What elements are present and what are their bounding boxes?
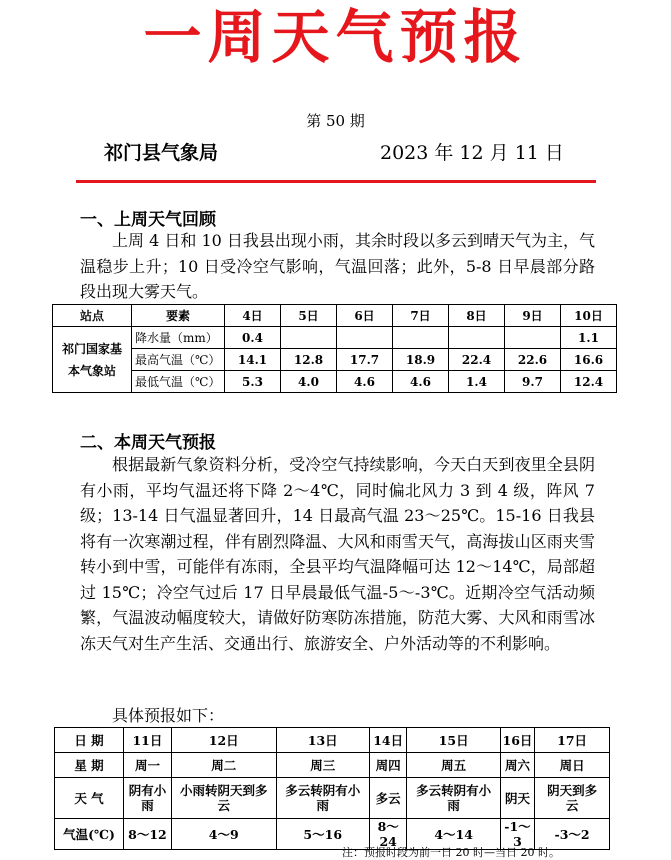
- temp-cell: -3～2: [535, 819, 610, 850]
- table-row: [53, 349, 617, 371]
- date-cell: 16日: [500, 728, 534, 753]
- section1-heading: 一、上周天气回顾: [80, 210, 216, 230]
- row-label: 星 期: [55, 753, 124, 778]
- forecast-intro: 具体预报如下：: [112, 706, 225, 725]
- temp-cell: -1～3: [500, 819, 534, 850]
- day-header: 8日: [449, 305, 505, 327]
- row-label: 日 期: [55, 728, 124, 753]
- table-cell: [505, 327, 561, 349]
- day-header: 9日: [505, 305, 561, 327]
- weekday-cell: 周二: [171, 753, 276, 778]
- table-cell: 0.4: [225, 327, 281, 349]
- table-row: [53, 371, 617, 393]
- table-cell: [449, 327, 505, 349]
- weekday-cell: 周一: [124, 753, 172, 778]
- table-cell: 1.1: [561, 327, 617, 349]
- header-element: 要素: [132, 305, 225, 327]
- weather-cell: 阴天: [500, 778, 534, 819]
- temp-cell: 4～9: [171, 819, 276, 850]
- date-cell: 17日: [535, 728, 610, 753]
- weekday-cell: 周六: [500, 753, 534, 778]
- temp-cell: 8～24: [369, 819, 407, 850]
- table-cell: 4.6: [337, 371, 393, 393]
- last-week-table: [52, 304, 617, 393]
- table-row: [55, 778, 610, 819]
- temp-cell: 5～16: [276, 819, 369, 850]
- table-cell: 12.4: [561, 371, 617, 393]
- row-label: 气温(℃): [55, 819, 124, 850]
- date-cell: 14日: [369, 728, 407, 753]
- report-date: 2023 年 12 月 11 日: [380, 142, 564, 164]
- station-name: 祁门国家基本气象站: [53, 327, 132, 393]
- table-cell: 17.7: [337, 349, 393, 371]
- forecast-table: [54, 727, 610, 850]
- table-cell: 5.3: [225, 371, 281, 393]
- section2-heading: 二、本周天气预报: [80, 433, 216, 453]
- table-cell: 18.9: [393, 349, 449, 371]
- row-label: 最低气温（℃）: [132, 371, 225, 393]
- bureau-name: 祁门县气象局: [104, 142, 219, 164]
- table-cell: 4.0: [281, 371, 337, 393]
- date-cell: 15日: [407, 728, 500, 753]
- table-row: [53, 327, 617, 349]
- table-cell: 4.6: [393, 371, 449, 393]
- table-cell: [281, 327, 337, 349]
- day-header: 6日: [337, 305, 393, 327]
- date-cell: 12日: [171, 728, 276, 753]
- section2-paragraph: 根据最新气象资料分析，受冷空气持续影响，今天白天到夜里全县阴有小雨，平均气温还将下降 2～4℃，同时偏北风力 3 到 4 级，阵风 7 级；13-14 日气温显著回升，14 日最高气温 23～25℃。15-16 日我县将有一次寒潮过程，伴有剧烈降温、大风和雨雪天气，高海拔山区雨夹雪转小到中雪，可能伴有冻雨，全县平均气温降幅可达 12～14℃，局部超过 15℃；冷空气过后 17 日早晨最低气温-5～-3℃。近期冷空气活动频繁，气温波动幅度较大，请做好防寒防冻措施，防范大雾、大风和雨雪冰冻天气对生产生活、交通出行、旅游安全、户外活动等的不利影响。: [80, 455, 595, 653]
- forecast-note: 注：预报时段为前一日 20 时—当日 20 时。: [342, 846, 560, 859]
- table-cell: 1.4: [449, 371, 505, 393]
- temp-cell: 8～12: [124, 819, 172, 850]
- day-header: 4日: [225, 305, 281, 327]
- table-row: [55, 728, 610, 753]
- weather-cell: 多云转阴有小雨: [407, 778, 500, 819]
- row-label: 降水量（mm）: [132, 327, 225, 349]
- table-cell: 16.6: [561, 349, 617, 371]
- report-title: 一周天气预报: [143, 3, 528, 71]
- weather-cell: 小雨转阴天到多云: [171, 778, 276, 819]
- day-header: 7日: [393, 305, 449, 327]
- weekday-cell: 周三: [276, 753, 369, 778]
- header-divider: [76, 180, 596, 183]
- table-cell: 9.7: [505, 371, 561, 393]
- table-cell: 12.8: [281, 349, 337, 371]
- temp-cell: 4～14: [407, 819, 500, 850]
- weather-cell: 阴有小雨: [124, 778, 172, 819]
- table-row: [55, 753, 610, 778]
- weather-cell: 多云转阴有小雨: [276, 778, 369, 819]
- table-cell: [393, 327, 449, 349]
- weekday-cell: 周五: [407, 753, 500, 778]
- date-cell: 13日: [276, 728, 369, 753]
- day-header: 10日: [561, 305, 617, 327]
- table-cell: 22.6: [505, 349, 561, 371]
- issue-number: 第 50 期: [306, 112, 365, 130]
- section1-paragraph: 上周 4 日和 10 日我县出现小雨，其余时段以多云到晴天气为主，气温稳步上升；10 日受冷空气影响，气温回落；此外，5-8 日早晨部分路段出现大雾天气。: [80, 231, 595, 301]
- row-label: 天 气: [55, 778, 124, 819]
- weather-cell: 阴天到多云: [535, 778, 610, 819]
- weekday-cell: 周四: [369, 753, 407, 778]
- weather-cell: 多云: [369, 778, 407, 819]
- day-header: 5日: [281, 305, 337, 327]
- row-label: 最高气温（℃）: [132, 349, 225, 371]
- date-cell: 11日: [124, 728, 172, 753]
- header-station: 站点: [53, 305, 132, 327]
- table-cell: 22.4: [449, 349, 505, 371]
- table-row: [53, 305, 617, 327]
- table-cell: 14.1: [225, 349, 281, 371]
- weekday-cell: 周日: [535, 753, 610, 778]
- table-cell: [337, 327, 393, 349]
